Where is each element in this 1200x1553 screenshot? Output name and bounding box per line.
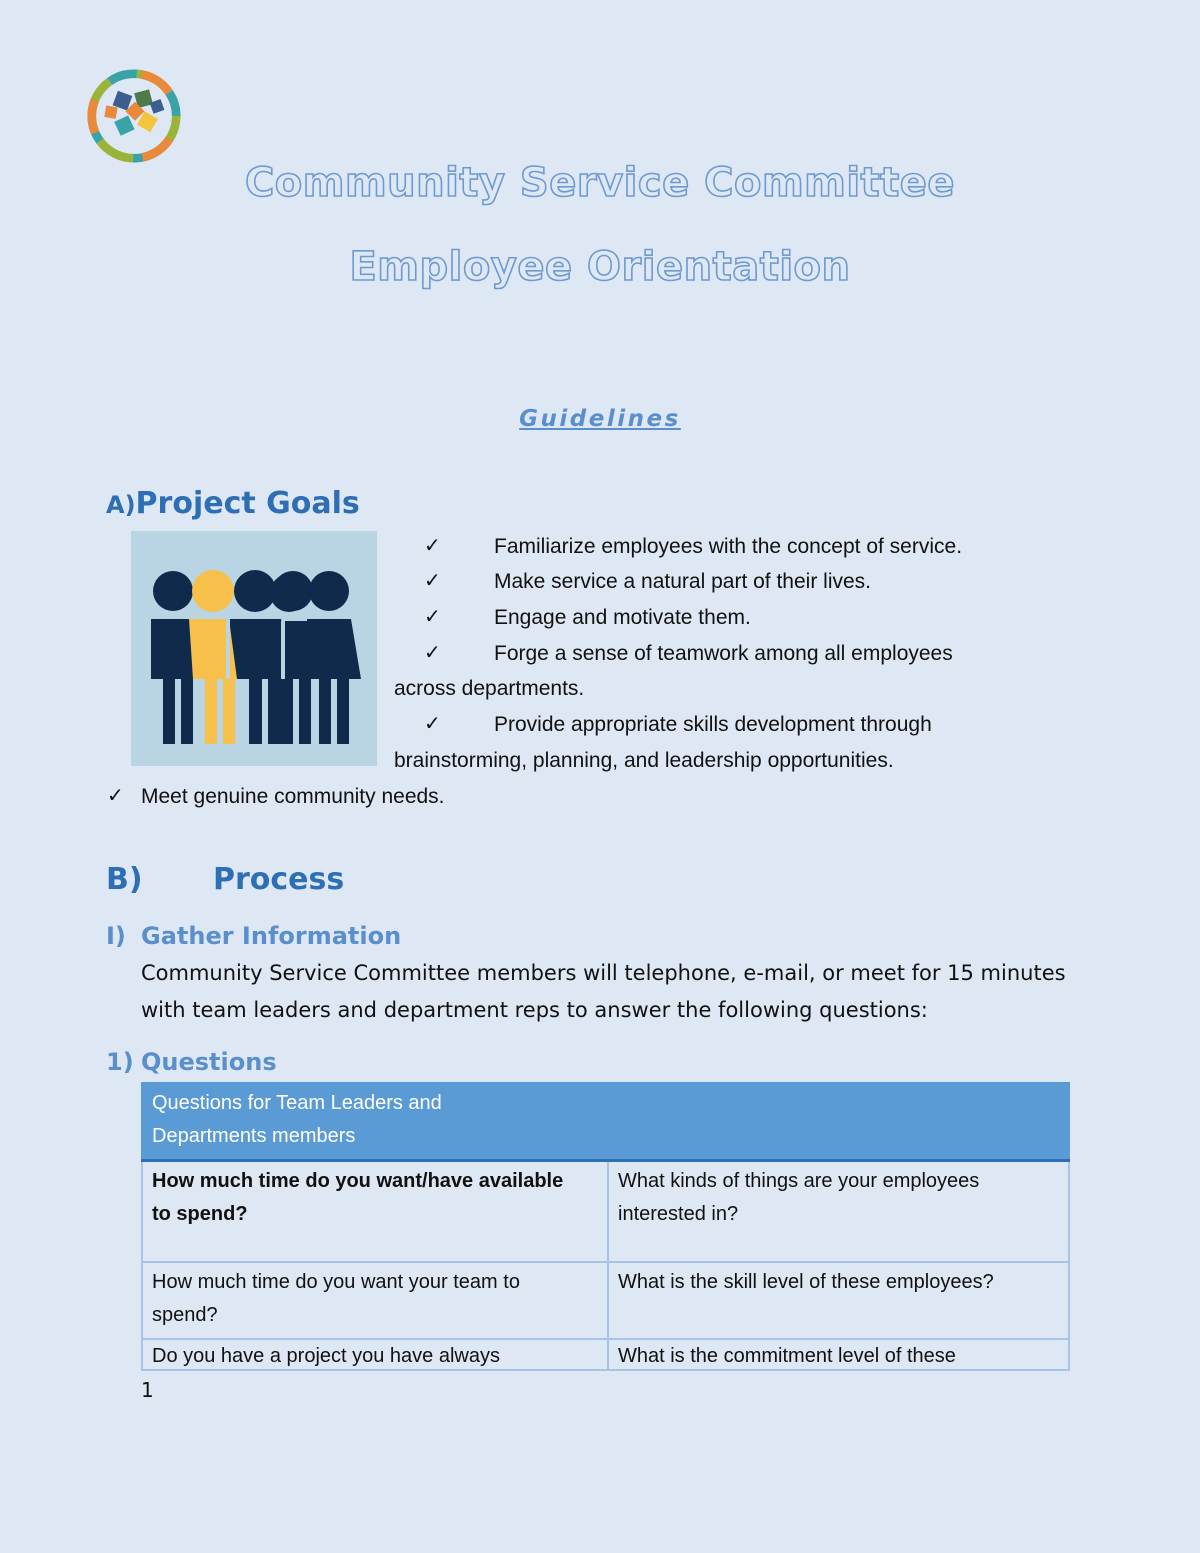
table-cell xyxy=(608,1339,1069,1370)
section-a-prefix: A) xyxy=(106,491,136,519)
organization-logo xyxy=(86,68,182,164)
cell-line: Do you have a project you have always xyxy=(152,1345,500,1367)
gather-information-text-line1: Community Service Committee members will telephone, e-mail, or meet for 15 minutes xyxy=(141,961,1066,985)
guidelines-heading: Guidelines xyxy=(519,406,681,432)
sub1-title: Gather Information xyxy=(141,922,402,950)
check-icon: ✓ xyxy=(424,711,441,735)
page-number: 1 xyxy=(141,1378,154,1402)
table-header-line1: Questions for Team Leaders and xyxy=(152,1092,442,1114)
table-cell xyxy=(142,1161,608,1263)
document-title-line1: Community Service Committee xyxy=(244,160,956,206)
table-header-line2: Departments members xyxy=(152,1125,356,1147)
goal-item: Familiarize employees with the concept of service. xyxy=(494,535,963,558)
cell-line: What is the commitment level of these xyxy=(618,1345,956,1367)
sub2-prefix: 1) xyxy=(106,1048,134,1076)
people-group-icon xyxy=(131,531,377,766)
table-row xyxy=(142,1161,1069,1263)
check-icon: ✓ xyxy=(424,640,441,664)
goal-item: Meet genuine community needs. xyxy=(141,785,445,808)
goal-item-continuation: across departments. xyxy=(394,677,585,700)
section-b-heading xyxy=(106,862,345,897)
gather-information-heading xyxy=(106,922,402,950)
goal-item: Make service a natural part of their lives. xyxy=(494,570,871,593)
table-header-cell xyxy=(142,1083,1069,1161)
sub2-title: Questions xyxy=(141,1048,277,1076)
cell-line: to spend? xyxy=(152,1203,248,1225)
cell-line: How much time do you want your team to xyxy=(152,1271,520,1293)
questions-heading xyxy=(106,1048,277,1076)
section-b-title: Process xyxy=(213,862,345,897)
cell-line: How much time do you want/have available xyxy=(152,1170,564,1192)
cell-line: What kinds of things are your employees xyxy=(618,1170,980,1192)
goal-item: Engage and motivate them. xyxy=(494,606,751,629)
sub1-prefix: I) xyxy=(106,922,126,950)
check-icon: ✓ xyxy=(424,533,441,557)
cell-line: What is the skill level of these employees? xyxy=(618,1271,994,1293)
section-a-heading xyxy=(106,486,360,521)
check-icon: ✓ xyxy=(107,783,124,807)
gather-information-text-line2: with team leaders and department reps to answer the following questions: xyxy=(141,998,928,1022)
document-title-line2: Employee Orientation xyxy=(349,244,851,290)
section-b-prefix: B) xyxy=(106,862,143,897)
table-row xyxy=(142,1339,1069,1370)
goal-item: Provide appropriate skills development through xyxy=(494,713,932,736)
cell-line: spend? xyxy=(152,1304,218,1326)
check-icon: ✓ xyxy=(424,568,441,592)
check-icon: ✓ xyxy=(424,604,441,628)
table-cell xyxy=(608,1262,1069,1339)
table-cell xyxy=(142,1262,608,1339)
table-header-row xyxy=(142,1083,1069,1161)
questions-table xyxy=(141,1082,1070,1371)
table-cell xyxy=(142,1339,608,1370)
cell-line: interested in? xyxy=(618,1203,739,1225)
section-a-title: Project Goals xyxy=(135,486,360,521)
goal-item-continuation: brainstorming, planning, and leadership opportunities. xyxy=(394,749,894,772)
table-row xyxy=(142,1262,1069,1339)
table-cell xyxy=(608,1161,1069,1263)
goal-item: Forge a sense of teamwork among all employees xyxy=(494,642,953,665)
